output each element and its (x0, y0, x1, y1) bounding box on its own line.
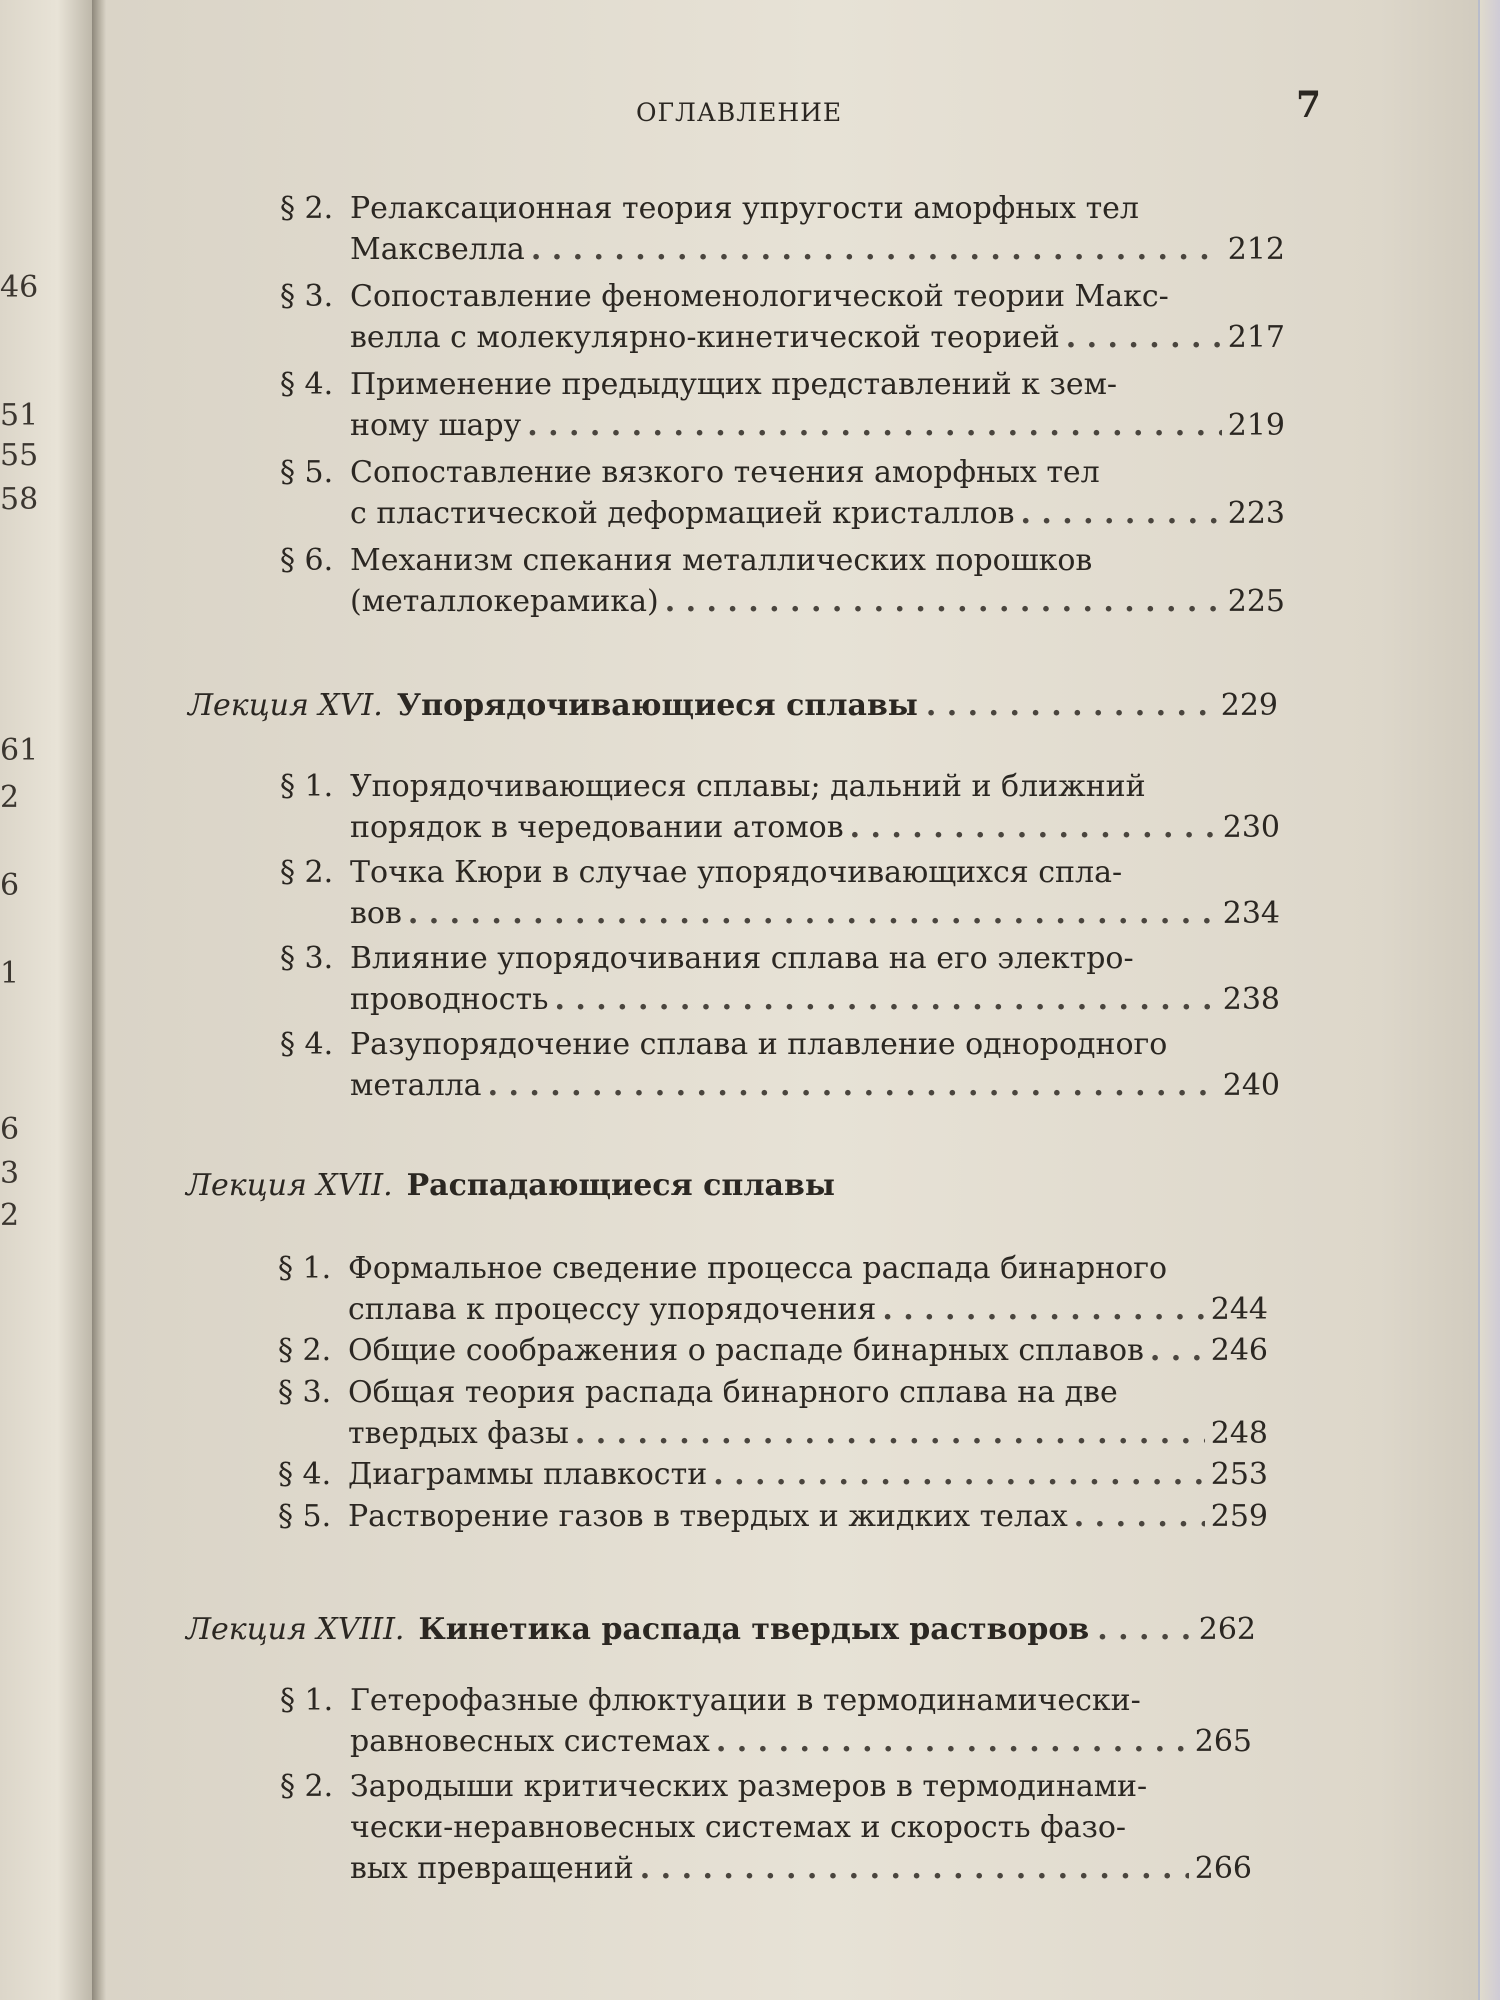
page-ref: 217 (1227, 320, 1285, 355)
left-page-number: 46 (0, 270, 39, 305)
page-ref: 219 (1227, 408, 1285, 443)
leader-dots (554, 979, 1216, 1020)
entry-text: Упорядочивающиеся сплавы; дальний и ближний (350, 769, 1146, 804)
page-ref: 225 (1227, 584, 1285, 619)
section-number: § 1. (278, 1251, 332, 1286)
toc-entry (278, 1330, 1268, 1371)
section-number: § 5. (280, 455, 334, 490)
entry-text: Влияние упорядочивания сплава на его электро- (350, 941, 1134, 976)
entry-text: с пластической деформацией кристаллов (350, 496, 1015, 531)
left-page-number: 51 (0, 398, 39, 433)
leader-dots (716, 1721, 1189, 1762)
lecture-title: Распадающиеся сплавы (406, 1168, 835, 1203)
left-page-number: 1 (0, 956, 20, 991)
entry-text: чески-неравновесных системах и скорость фазо- (350, 1810, 1127, 1845)
entry-text: вых превращений (350, 1851, 634, 1886)
leader-dots (665, 581, 1222, 622)
page-number: 7 (1296, 84, 1322, 126)
page-ref: 246 (1210, 1333, 1268, 1368)
page-ref: 240 (1222, 1068, 1280, 1103)
entry-text: Сопоставление вязкого течения аморфных тел (350, 455, 1100, 490)
page-ref: 253 (1210, 1457, 1268, 1492)
page-ref: 223 (1227, 496, 1285, 531)
entry-text: Гетерофазные флюктуации в термодинамически- (350, 1683, 1141, 1718)
page-ref: 265 (1194, 1724, 1252, 1759)
entry-text: равновесных системах (350, 1724, 710, 1759)
lecture-title: Кинетика распада твердых растворов (418, 1612, 1090, 1647)
lecture-heading (188, 688, 1278, 723)
toc-entry (278, 1454, 1268, 1495)
toc-entry (278, 1248, 1268, 1330)
section-number: § 2. (280, 855, 334, 890)
entry-text: Растворение газов в твердых и жидких телах (348, 1499, 1068, 1534)
entry-text: (металлокерамика) (350, 584, 659, 619)
page-ref: 248 (1210, 1416, 1268, 1451)
toc-entry (280, 766, 1280, 848)
entry-text: Сопоставление феноменологической теории Макс- (350, 279, 1169, 314)
leader-dots (882, 1289, 1204, 1330)
lecture-label: Лекция XVIII. (186, 1612, 405, 1647)
entry-text: Применение предыдущих представлений к зем- (350, 367, 1118, 402)
leader-dots (488, 1065, 1217, 1106)
page-ref: 212 (1227, 232, 1285, 267)
entry-text: Механизм спекания металлических порошков (350, 543, 1093, 578)
section-number: § 2. (280, 1769, 334, 1804)
leader-dots (850, 807, 1217, 848)
section-number: § 2. (278, 1333, 332, 1368)
page-ref: 244 (1210, 1292, 1268, 1327)
section-number: § 5. (278, 1499, 332, 1534)
lecture-title: Упорядочивающиеся сплавы (396, 688, 918, 723)
toc-entry (280, 364, 1285, 446)
section-number: § 6. (280, 543, 334, 578)
left-page-number: 61 (0, 733, 39, 768)
section-number: § 3. (280, 279, 334, 314)
toc-entry (280, 452, 1285, 534)
leader-dots (1074, 1496, 1205, 1537)
section-number: § 1. (280, 1683, 334, 1718)
toc-entry (280, 1680, 1252, 1762)
left-page-number: 58 (0, 482, 39, 517)
lecture-label: Лекция XVII. (186, 1168, 393, 1203)
toc-entry (280, 188, 1285, 270)
leader-dots (575, 1413, 1205, 1454)
leader-dots (1020, 493, 1221, 534)
section-number: § 4. (278, 1457, 332, 1492)
leader-dots (640, 1848, 1189, 1889)
toc-entry (280, 540, 1285, 622)
page-ref: 262 (1198, 1612, 1256, 1647)
page-ref: 238 (1222, 982, 1280, 1017)
toc-entry (280, 276, 1285, 358)
entry-text: Точка Кюри в случае упорядочивающихся спла- (350, 855, 1123, 890)
toc-entry (278, 1496, 1268, 1537)
leader-dots (1097, 1612, 1190, 1647)
section-number: § 2. (280, 191, 334, 226)
leader-dots (1150, 1330, 1205, 1371)
section-number: § 1. (280, 769, 334, 804)
entry-text: Формальное сведение процесса распада бинарного (348, 1251, 1168, 1286)
left-page-number: 6 (0, 868, 20, 903)
running-title: ОГЛАВЛЕНИЕ (636, 98, 843, 127)
toc-entry (278, 1372, 1268, 1454)
entry-text: Разупорядочение сплава и плавление однородного (350, 1027, 1168, 1062)
section-number: § 4. (280, 1027, 334, 1062)
entry-text: Максвелла (350, 232, 525, 267)
leader-dots (531, 229, 1222, 270)
entry-text: металла (350, 1068, 482, 1103)
leader-dots (926, 688, 1213, 723)
left-page-edge (0, 0, 96, 2000)
entry-text: твердых фазы (348, 1416, 569, 1451)
entry-text: проводность (350, 982, 549, 1017)
toc-entry (280, 1024, 1280, 1106)
left-page-number: 2 (0, 1198, 20, 1233)
lecture-label: Лекция XVI. (188, 688, 383, 723)
section-number: § 4. (280, 367, 334, 402)
lecture-heading (186, 1168, 1086, 1203)
entry-text: Диаграммы плавкости (348, 1457, 708, 1492)
background-strip (1478, 0, 1500, 2000)
book-gutter (92, 0, 106, 2000)
entry-text: Общая теория распада бинарного сплава на две (348, 1375, 1118, 1410)
leader-dots (1066, 317, 1222, 358)
leader-dots (527, 405, 1222, 446)
toc-entry (280, 1766, 1252, 1889)
toc-entry (280, 852, 1280, 934)
entry-text: Релаксационная теория упругости аморфных тел (350, 191, 1139, 226)
entry-text: Общие соображения о распаде бинарных сплавов (348, 1333, 1144, 1368)
lecture-heading (186, 1612, 1256, 1647)
entry-text: Зародыши критических размеров в термодинами- (350, 1769, 1148, 1804)
entry-text: сплава к процессу упорядочения (348, 1292, 877, 1327)
section-number: § 3. (278, 1375, 332, 1410)
section-number: § 3. (280, 941, 334, 976)
toc-entry (280, 938, 1280, 1020)
page-ref: 229 (1220, 688, 1278, 723)
page-ref: 230 (1222, 810, 1280, 845)
entry-text: ному шару (350, 408, 522, 443)
left-page-number: 3 (0, 1156, 20, 1191)
left-page-number: 6 (0, 1112, 20, 1147)
page-ref: 234 (1222, 896, 1280, 931)
leader-dots (713, 1454, 1205, 1495)
entry-text: велла с молекулярно-кинетической теорией (350, 320, 1060, 355)
entry-text: порядок в чередовании атомов (350, 810, 844, 845)
page-ref: 259 (1210, 1499, 1268, 1534)
left-page-number: 55 (0, 438, 39, 473)
entry-text: вов (350, 896, 402, 931)
left-page-number: 2 (0, 780, 20, 815)
leader-dots (408, 893, 1217, 934)
page-ref: 266 (1194, 1851, 1252, 1886)
